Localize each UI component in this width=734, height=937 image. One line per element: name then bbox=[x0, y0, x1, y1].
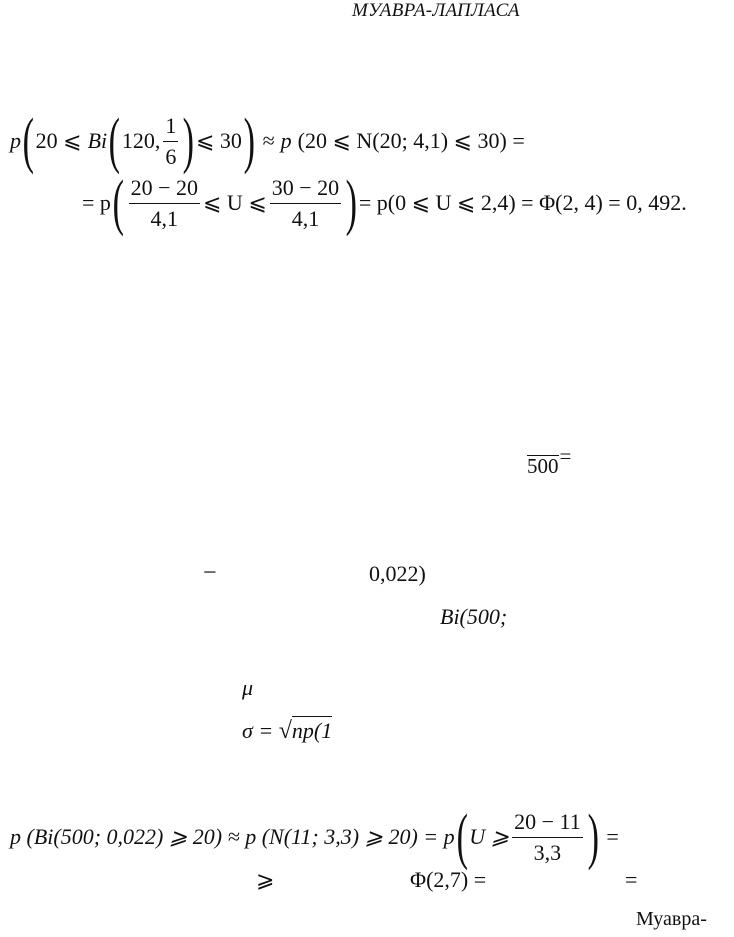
eq1-inner-paren-close: ) bbox=[182, 107, 195, 175]
eq1-inner-paren-open: ( bbox=[108, 107, 121, 175]
fragment-sigma-rhs: np(1 bbox=[291, 718, 333, 743]
eq1-l2-paren-close: ) bbox=[345, 169, 358, 237]
eq2-eq: = bbox=[606, 824, 619, 849]
eq1-le-30: ⩽ 30 bbox=[195, 128, 242, 153]
eq2-fraction bbox=[512, 809, 583, 866]
eq1-l2-tail: = p(0 ⩽ U ⩽ 2,4) = Φ(2, 4) = 0, 492. bbox=[358, 190, 687, 215]
eq1-l2-fraction-1 bbox=[129, 175, 200, 232]
sqrt-sign-icon: √ bbox=[278, 718, 292, 744]
eq1-l2-paren-open: ( bbox=[112, 169, 124, 237]
fragment-equals: = bbox=[559, 444, 572, 468]
eq2-left: p (Bi(500; 0,022) ⩾ 20) ≈ p (N(11; 3,3) ⩾ 20) = p bbox=[10, 824, 455, 849]
eq1-l2-frac1-den: 4,1 bbox=[150, 205, 179, 231]
eq1-l2-lead: = p bbox=[82, 190, 111, 215]
eq1-l2-mid: ⩽ U ⩽ bbox=[203, 190, 267, 215]
fragment-bi500 bbox=[440, 604, 507, 630]
eq2-l2-eq-end: = bbox=[625, 867, 638, 892]
eq2-l2-phi: Φ(2,7) = bbox=[410, 867, 487, 892]
eq1-l2-fraction-2 bbox=[270, 175, 341, 232]
equation-2-line-1 bbox=[10, 804, 619, 870]
eq1-fraction-one-sixth bbox=[163, 113, 178, 170]
eq1-paren-open: ( bbox=[22, 107, 35, 175]
fragment-mu: μ bbox=[242, 675, 254, 700]
eq1-l2-frac1-num: 20 − 20 bbox=[129, 175, 200, 204]
fragment-bi500-text: Bi(500; bbox=[440, 604, 508, 629]
eq1-p: p bbox=[10, 128, 21, 153]
fragment-500-text: 500 bbox=[527, 454, 559, 478]
eq2-u-ge: U ⩾ bbox=[469, 824, 510, 849]
eq2-l2-ge: ⩾ bbox=[256, 867, 275, 892]
eq2-frac-num: 20 − 11 bbox=[512, 809, 583, 838]
eq2-frac-den: 3,3 bbox=[533, 839, 562, 865]
eq1-rhs-body: (20 ⩽ N(20; 4,1) ⩽ 30) = bbox=[297, 128, 525, 153]
eq1-frac-den: 6 bbox=[165, 143, 177, 169]
eq1-rhs-p: p bbox=[280, 128, 292, 153]
trailing-word: Муавра- bbox=[636, 908, 707, 930]
equation-1-line-2 bbox=[82, 170, 687, 236]
fragment-500 bbox=[527, 444, 572, 479]
eq1-frac-num: 1 bbox=[163, 113, 178, 142]
fragment-sigma-lhs: σ = bbox=[242, 718, 274, 743]
eq2-paren-close: ) bbox=[587, 803, 599, 871]
eq1-l2-frac2-den: 4,1 bbox=[291, 205, 320, 231]
fragment-dash: − bbox=[203, 560, 217, 586]
eq1-arg-first: 120, bbox=[121, 128, 161, 153]
eq1-approx: ≈ bbox=[262, 128, 275, 153]
fragment-sigma bbox=[242, 716, 332, 745]
eq1-l2-frac2-num: 30 − 20 bbox=[270, 175, 341, 204]
eq1-paren-close: ) bbox=[243, 107, 255, 175]
running-header: МУАВРА-ЛАПЛАСА bbox=[352, 0, 520, 21]
eq2-paren-open: ( bbox=[456, 803, 468, 871]
eq1-left-inner: 20 ⩽ bbox=[35, 128, 82, 153]
fragment-0022: 0,022) bbox=[369, 561, 426, 586]
equation-1-line-1 bbox=[10, 108, 525, 174]
eq1-bi: Bi bbox=[87, 128, 108, 153]
